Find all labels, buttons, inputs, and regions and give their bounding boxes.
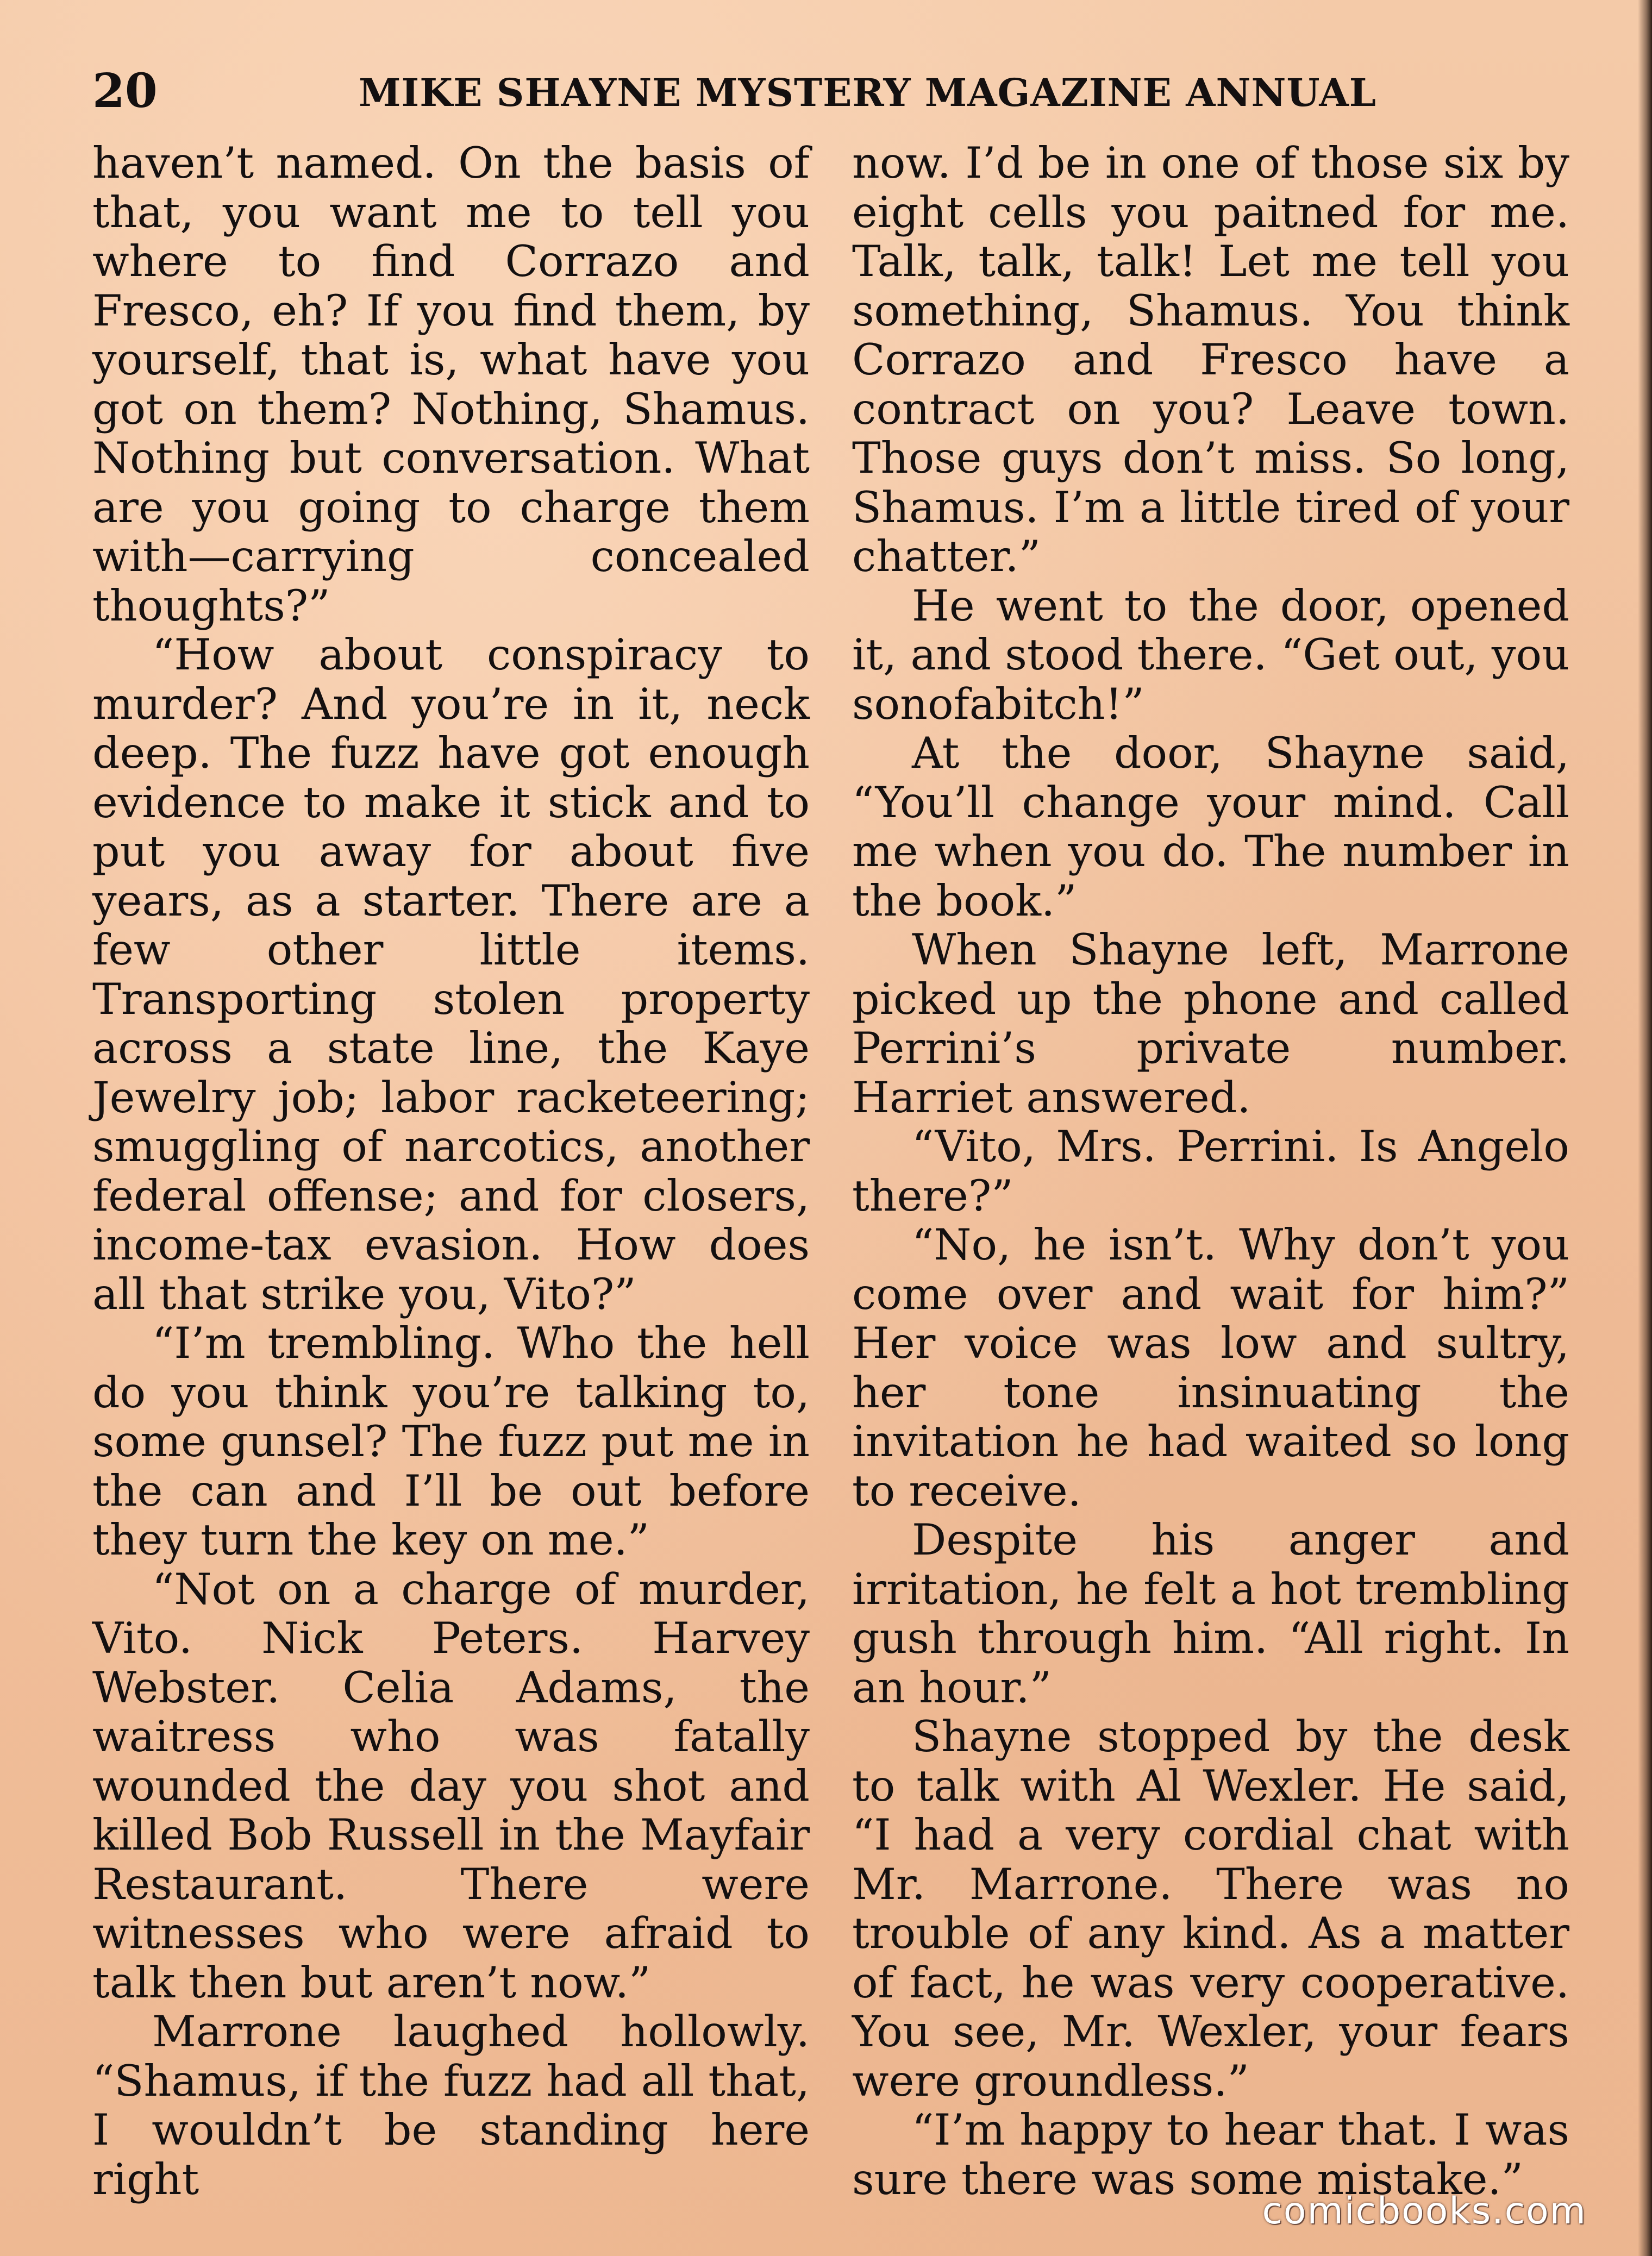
- paragraph: “I’m happy to hear that. I was sure there was some mistake.”: [852, 2105, 1569, 2204]
- left-column: [92, 139, 810, 2204]
- paragraph: He went to the door, opened it, and stood there. “Get out, you sonofabitch!”: [852, 580, 1569, 729]
- watermark-text: comicbooks.com: [1262, 2190, 1587, 2233]
- page-number: 20: [92, 64, 158, 118]
- paragraph: Marrone laughed hollowly. “Shamus, if the fuzz had all that, I wouldn’t be standing here right: [92, 2007, 810, 2204]
- paragraph: haven’t named. On the basis of that, you want me to tell you where to find Corrazo and Fresco, eh? If you find them, by yourself, that is, what have you got on them? Nothing, Shamus. Nothing but conversation. What are you going to charge them with—carrying concealed thoughts?”: [92, 138, 810, 631]
- running-head: MIKE SHAYNE MYSTERY MAGAZINE ANNUAL: [359, 70, 1376, 115]
- paragraph: At the door, Shayne said, “You’ll change your mind. Call me when you do. The number in the book.”: [852, 728, 1569, 926]
- paragraph: “Vito, Mrs. Perrini. Is Angelo there?”: [852, 1121, 1569, 1221]
- paragraph: “How about conspiracy to murder? And you’re in it, neck deep. The fuzz have got enough evidence to make it stick and to put you away for about five years, as a starter. There are a few other little items. Transporting stolen property across a state line, the Kaye Jewelry job; labor racketeering; smuggling of narcotics, another federal offense; and for closers, income-tax evasion. How does all that strike you, Vito?”: [92, 630, 810, 1319]
- paragraph: now. I’d be in one of those six by eight cells you paitned for me. Talk, talk, talk! Let me tell you something, Shamus. You think Corrazo and Fresco have a contract on you? Leave town. Those guys don’t miss. So long, Shamus. I’m a little tired of your chatter.”: [852, 138, 1569, 581]
- paragraph: “No, he isn’t. Why don’t you come over and wait for him?” Her voice was low and sultry, her tone insinuating the invitation he had waited so long to receive.: [852, 1220, 1569, 1516]
- paragraph: “I’m trembling. Who the hell do you think you’re talking to, some gunsel? The fuzz put me in the can and I’ll be out before they turn the key on me.”: [92, 1318, 810, 1565]
- paragraph: “Not on a charge of murder, Vito. Nick Peters. Harvey Webster. Celia Adams, the waitress who was fatally wounded the day you shot and killed Bob Russell in the Mayfair Restaurant. There were witnesses who were afraid to talk then but aren’t now.”: [92, 1564, 810, 2008]
- paragraph: When Shayne left, Marrone picked up the phone and called Perrini’s private number. Harriet answered.: [852, 925, 1569, 1123]
- paragraph: Shayne stopped by the desk to talk with Al Wexler. He said, “I had a very cordial chat with Mr. Marrone. There was no trouble of any kind. As a matter of fact, he was very cooperative. You see, Mr. Wexler, your fears were groundless.”: [852, 1712, 1569, 2106]
- page-edge-shadow: [1638, 0, 1652, 2256]
- page-header: [92, 59, 1560, 124]
- right-column: [852, 139, 1569, 2204]
- paragraph: Despite his anger and irritation, he felt a hot trembling gush through him. “All right. In an hour.”: [852, 1515, 1569, 1713]
